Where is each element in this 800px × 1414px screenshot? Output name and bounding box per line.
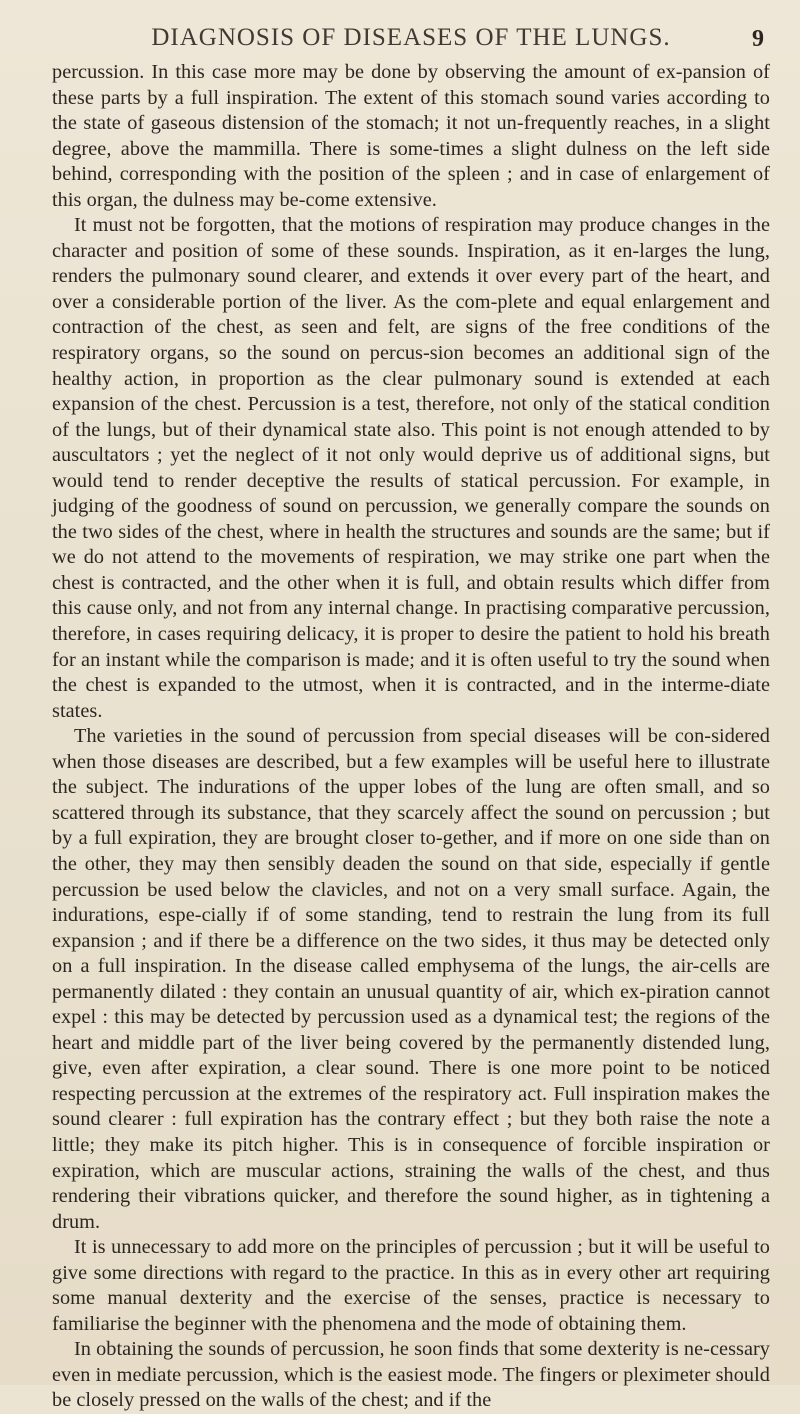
body-text [52,60,770,1414]
paragraph: In obtaining the sounds of percussion, he soon finds that some dexterity is ne-cessary even in mediate percussion, which is the easiest mode. The fingers or pleximeter should be closely pressed on the walls of the chest; and if the [52,1338,770,1412]
paragraph: It must not be forgotten, that the motions of respiration may produce changes in the character and position of some of these sounds. Inspiration, as it en-larges the lung, renders the pulmonary sound clearer, and extends it over every part of the heart, and over a considerable portion of the liver. As the com-plete and equal enlargement and contraction of the chest, as seen and felt, are signs of the free conditions of the respiratory organs, so the sound on percus-sion becomes an additional sign of the healthy action, in proportion as the clear pulmonary sound is extended at each expansion of the chest. Percussion is a test, therefore, not only of the statical condition of the lungs, but of their dynamical state also. This point is not enough attended to by auscultators ; yet the neglect of it not only would deprive us of additional signs, but would tend to render deceptive the results of statical percussion. For example, in judging of the goodness of sound on percussion, we generally compare the sounds on the two sides of the chest, where in health the structures and sounds are the same; but if we do not attend to the movements of respiration, we may strike one part when the chest is contracted, and the other when it is full, and obtain results which differ from this cause only, and not from any internal change. In practising comparative percussion, therefore, in cases requiring delicacy, it is proper to desire the patient to hold his breath for an instant while the comparison is made; and it is often useful to try the sound when the chest is expanded to the utmost, when it is contracted, and in the interme-diate states. [52,214,770,722]
paragraph: It is unnecessary to add more on the principles of percussion ; but it will be useful to give some directions with regard to the practice. In this as in every other art requiring some manual dexterity and the exercise of the senses, practice is necessary to familiarise the beginner with the phenomena and the mode of obtaining them. [52,1236,770,1335]
paragraph: percussion. In this case more may be done by observing the amount of ex-pansion of these parts by a full inspiration. The extent of this stomach sound varies according to the state of gaseous distension of the stomach; it not un-frequently reaches, in a slight degree, above the mammilla. There is some-times a slight dulness on the left side behind, corresponding with the position of the spleen ; and in case of enlargement of this organ, the dulness may be-come extensive. [52,61,770,211]
running-head: DIAGNOSIS OF DISEASES OF THE LUNGS. [151,24,671,51]
page-header [52,18,770,58]
paragraph: The varieties in the sound of percussion from special diseases will be con-sidered when those diseases are described, but a few examples will be useful here to illustrate the subject. The indurations of the upper lobes of the lung are often small, and so scattered through its substance, that they scarcely affect the sound on percussion ; but by a full expiration, they are brought closer to-gether, and if more on one side than on the other, they may then sensibly deaden the sound on that side, especially if gentle percussion be used below the clavicles, and not on a very small surface. Again, the indurations, espe-cially if of some standing, tend to restrain the lung from its full expansion ; and if there be a difference on the two sides, it thus may be detected only on a full inspiration. In the disease called emphysema of the lungs, the air-cells are permanently dilated : they contain an unusual quantity of air, which ex-piration cannot expel : this may be detected by percussion used as a dynamical test; the regions of the heart and middle part of the liver being covered by the permanently distended lung, give, even after expiration, a clear sound. There is one more point to be noticed respecting percussion at the extremes of the respiratory act. Full inspiration makes the sound clearer : full expiration has the contrary effect ; but they both raise the note a little; they make its pitch higher. This is in consequence of forcible inspiration or expiration, which are muscular actions, straining the walls of the chest, and thus rendering their vibrations quicker, and therefore the sound higher, as in tightening a drum. [52,725,770,1233]
page-number: 9 [752,26,764,52]
